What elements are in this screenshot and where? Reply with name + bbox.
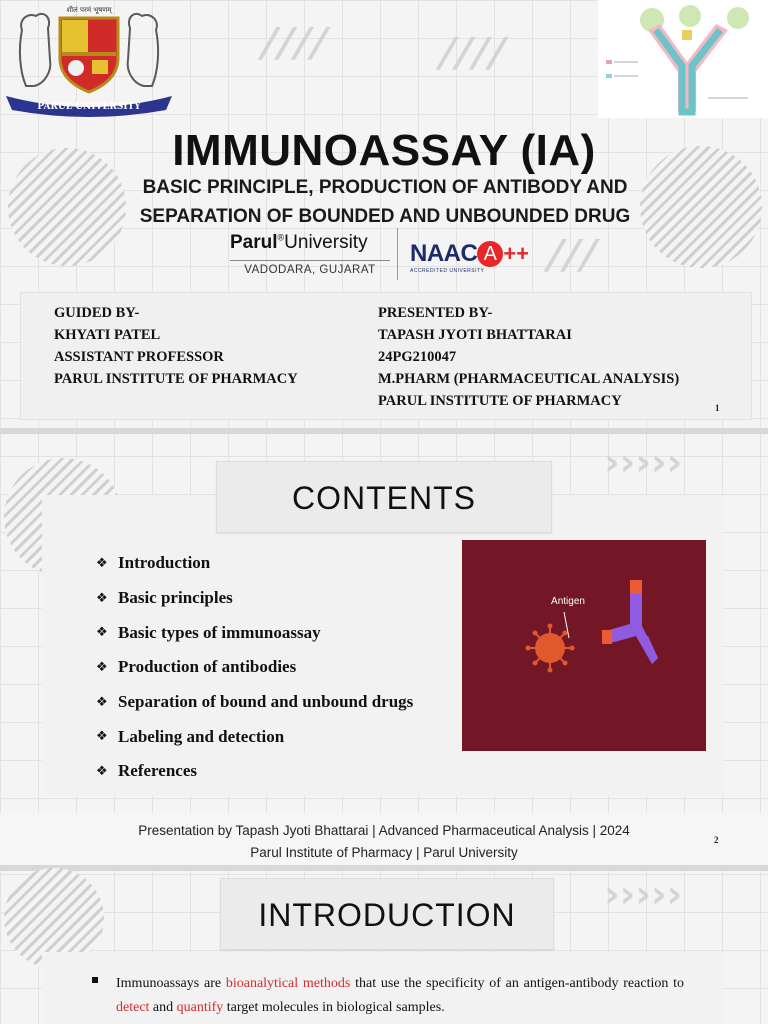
list-item: ❖ Production of antibodies [96,657,297,677]
presenter-course: M.PHARM (PHARMACEUTICAL ANALYSIS) [378,371,680,387]
bullet-diamond-icon: ❖ [96,763,108,779]
decorative-chevrons: ››››› [604,872,683,916]
list-item: ❖ Basic types of immunoassay [96,622,321,642]
highlight-bioanalytical: bioanalytical methods [225,976,351,991]
presented-by-block [378,302,679,412]
highlight-detect: detect [116,1000,150,1015]
presentation-title: IMMUNOASSAY (IA) [172,126,596,175]
bullet-diamond-icon: ❖ [96,694,108,710]
decorative-chevrons: ››››› [604,440,683,484]
guide-name: KHYATI PATEL [54,327,161,343]
page-number: 2 [714,835,719,845]
decorative-slashes: / / / / [433,30,505,76]
footer-line-1: Presentation by Tapash Jyoti Bhattarai | Advanced Pharmaceutical Analysis | 2024 [138,823,630,838]
contents-list [96,546,413,789]
introduction-heading: INTRODUCTION [220,878,554,950]
slide-separator [0,865,768,871]
antigen-antibody-video[interactable] [462,540,706,751]
parul-university-wordmark: Parul®University VADODARA, GUJARAT [230,232,390,280]
presenter-institute: PARUL INSTITUTE OF PHARMACY [378,393,622,409]
antibody-icon [602,580,658,664]
naac-badge: NAAC A ++ ACCREDITED UNIVERSITY [410,240,530,274]
list-item: ❖ Basic principles [96,588,233,608]
bullet-diamond-icon: ❖ [96,555,108,571]
parul-university-logo [0,0,178,118]
decorative-slashes: / / / / [255,20,327,66]
list-item: ❖ Separation of bound and unbound drugs [96,692,414,712]
presentation-subtitle: BASIC PRINCIPLE, PRODUCTION OF ANTIBODY AND SEPARATION OF BOUNDED AND UNBOUNDED DRUG [139,177,631,227]
list-item: ❖ Introduction [96,553,211,573]
guide-institute: PARUL INSTITUTE OF PHARMACY [54,371,298,387]
page-number: 1 [715,403,720,413]
guided-by-label: GUIDED BY- [54,305,140,321]
guide-designation: ASSISTANT PROFESSOR [54,349,224,365]
decorative-slashes: / / / [541,232,596,278]
antigen-label: Antigen [551,596,585,607]
list-item: ❖ Labeling and detection [96,726,285,746]
highlight-quantify: quantify [176,1000,224,1015]
brand-divider [397,228,398,280]
footer-line-2: Parul Institute of Pharmacy | Parul University [250,845,518,860]
slide-separator [0,428,768,434]
bullet-diamond-icon: ❖ [96,625,108,641]
bullet-square-icon [92,977,98,983]
antibody-structure-diagram [598,0,768,118]
presenter-id: 24PG210047 [378,349,457,365]
logo-banner-text: PARUL UNIVERSITY [37,102,141,112]
contents-heading: CONTENTS [216,461,552,533]
bullet-diamond-icon: ❖ [96,590,108,606]
list-item: ❖ References [96,761,197,781]
presenter-name: TAPASH JYOTI BHATTARAI [378,327,572,343]
logo-motto: शीलं परमं भूषणम् [66,6,112,14]
bullet-diamond-icon: ❖ [96,659,108,675]
introduction-paragraph: Immunoassays are bioanalytical methods that use the specificity of an antigen-antibody reaction to detect and quantify target molecules in biological samples. [116,976,685,1015]
bullet-diamond-icon: ❖ [96,729,108,745]
guided-by-block [54,302,298,390]
brand-location: VADODARA, GUJARAT [230,260,390,276]
presented-by-label: PRESENTED BY- [378,305,493,321]
